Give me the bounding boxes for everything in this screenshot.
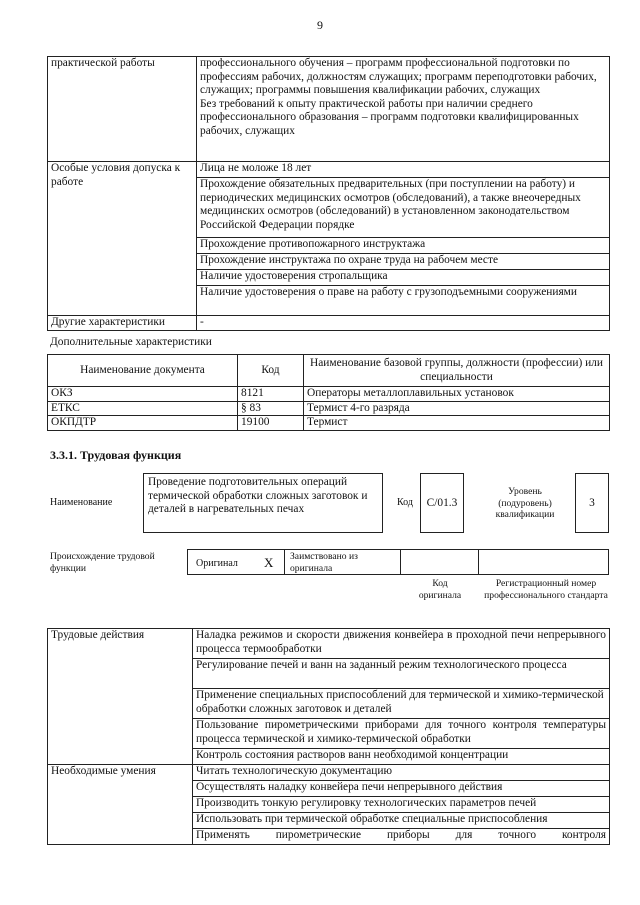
table-cell: 19100 xyxy=(238,416,304,431)
skill-item: Осуществлять наладку конвейера печи непрерывного действия xyxy=(193,781,610,797)
skills-label: Необходимые умения xyxy=(48,765,193,845)
page-number: 9 xyxy=(317,18,323,32)
additional-heading: Дополнительные характеристики xyxy=(50,336,212,348)
code-value: C/01.3 xyxy=(420,473,464,533)
action-item: Наладка режимов и скорости движения конвейера в проходной печи непрерывного процесса термообработки xyxy=(193,629,610,659)
condition-item: Наличие удостоверения стропальщика xyxy=(197,270,610,286)
divider xyxy=(284,550,285,574)
header-code: Код xyxy=(238,355,304,387)
action-item: Контроль состояния растворов ванн необходимой концентрации xyxy=(193,749,610,765)
level-value: 3 xyxy=(575,473,609,533)
table-cell: Термист 4-го разряда xyxy=(304,401,610,416)
action-item: Регулирование печей и ванн на заданный режим технологического процесса xyxy=(193,659,610,689)
condition-item: Прохождение обязательных предварительных (при поступлении на работу) и периодических медицинских осмотров (обследований), а также внеочередных медицинских осмотров (обследований) в установленном законодательством Российской Федерации порядке xyxy=(197,178,610,238)
divider xyxy=(478,550,479,574)
divider xyxy=(400,550,401,574)
condition-item: Наличие удостоверения о праве на работу с грузоподъемными сооружениями xyxy=(197,286,610,316)
action-item: Применение специальных приспособлений для термической и химико-термической обработки сложных заготовок и деталей xyxy=(193,689,610,719)
code-label: Код xyxy=(397,497,413,508)
row-value-experience: профессионального обучения – программ профессиональной подготовки по профессиям рабочих, должностям служащих; программ переподготовки рабочих, служащих; программы повышения квалификации рабочих, служащих Без требований к опыту практической работы при наличии среднего профессионального образования – программ подготовки квалифицированных рабочих, служащих xyxy=(197,57,610,162)
action-item: Пользование пирометрическими приборами для точного контроля температуры процесса термической и химико-термической обработки xyxy=(193,719,610,749)
additional-table xyxy=(47,354,610,431)
skill-item: Читать технологическую документацию xyxy=(193,765,610,781)
reg-number-label: Регистрационный номер профессионального стандарта xyxy=(484,578,608,601)
code-original-label: Код оригинала xyxy=(418,578,462,601)
top-table xyxy=(47,56,610,331)
row-value-other: - xyxy=(197,316,610,331)
row-label-other: Другие характеристики xyxy=(48,316,197,331)
table-cell: Операторы металлоплавильных установок xyxy=(304,387,610,402)
skill-item: Использовать при термической обработке специальные приспособления xyxy=(193,813,610,829)
function-name-value: Проведение подготовительных операций термической обработки сложных заготовок и деталей в нагревательных печах xyxy=(143,473,383,533)
table-cell: Термист xyxy=(304,416,610,431)
header-group-name: Наименование базовой группы, должности (профессии) или специальности xyxy=(304,355,610,387)
table-cell: ОКЗ xyxy=(48,387,238,402)
borrowed-label: Заимствовано из оригинала xyxy=(290,551,358,574)
function-heading: 3.3.1. Трудовая функция xyxy=(50,448,182,462)
row-label-experience: практической работы xyxy=(48,57,197,162)
origin-box xyxy=(187,549,609,575)
level-label: Уровень (подуровень) квалификации xyxy=(495,486,555,521)
actions-label: Трудовые действия xyxy=(48,629,193,765)
original-label: Оригинал xyxy=(196,558,238,569)
skill-item: Производить тонкую регулировку технологических параметров печей xyxy=(193,797,610,813)
table-cell: 8121 xyxy=(238,387,304,402)
condition-item: Прохождение противопожарного инструктажа xyxy=(197,238,610,254)
origin-label: Происхождение трудовой функции xyxy=(50,551,155,574)
skill-item: Применять пирометрические приборы для точного контроля xyxy=(193,829,610,845)
header-doc-name: Наименование документа xyxy=(48,355,238,387)
row-label-special-conditions: Особые условия допуска к работе xyxy=(48,162,197,316)
table-cell: ЕТКС xyxy=(48,401,238,416)
name-label: Наименование xyxy=(50,497,113,508)
bottom-table xyxy=(47,628,610,845)
table-cell: § 83 xyxy=(238,401,304,416)
condition-item: Лица не моложе 18 лет xyxy=(197,162,610,178)
original-mark: X xyxy=(264,555,274,570)
condition-item: Прохождение инструктажа по охране труда на рабочем месте xyxy=(197,254,610,270)
table-cell: ОКПДТР xyxy=(48,416,238,431)
